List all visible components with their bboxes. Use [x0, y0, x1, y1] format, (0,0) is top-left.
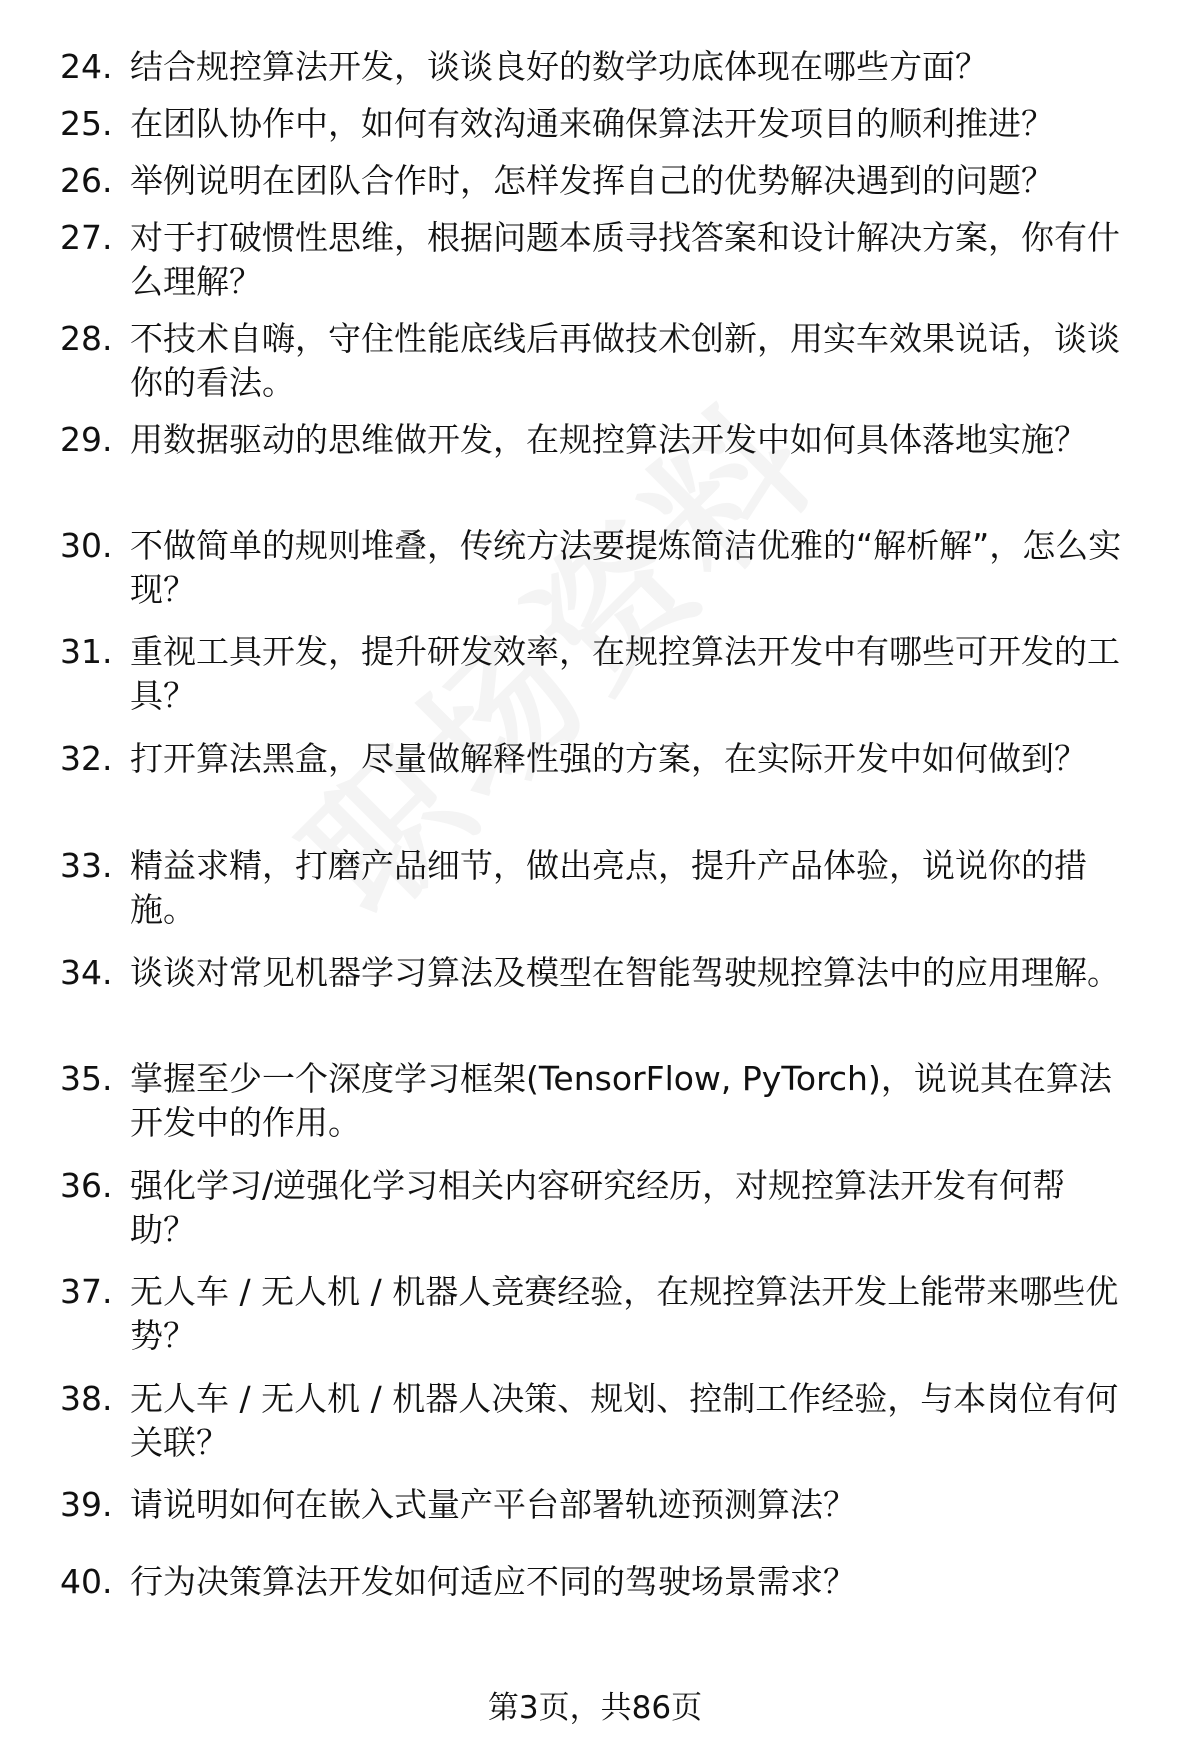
question-number: 36.: [60, 1166, 113, 1205]
list-item: [60, 1057, 1160, 1145]
question-number: 30.: [60, 526, 113, 565]
list-item: [60, 418, 1160, 462]
question-number: 39.: [60, 1485, 113, 1524]
question-number: 26.: [60, 161, 113, 200]
question-text: 结合规控算法开发，谈谈良好的数学功底体现在哪些方面？: [130, 47, 988, 86]
question-text: 谈谈对常见机器学习算法及模型在智能驾驶规控算法中的应用理解。: [130, 953, 1120, 992]
list-item: [60, 1483, 1160, 1527]
question-number: 33.: [60, 846, 113, 885]
question-number: 32.: [60, 739, 113, 778]
list-item: [60, 737, 1160, 781]
question-number: 37.: [60, 1272, 113, 1311]
question-text: 对于打破惯性思维，根据问题本质寻找答案和设计解决方案，你有什么理解？: [130, 218, 1120, 301]
question-text: 用数据驱动的思维做开发，在规控算法开发中如何具体落地实施？: [130, 420, 1087, 459]
page-footer: 第3页，共86页: [487, 1690, 703, 1726]
list-item: [60, 216, 1160, 304]
question-text: 打开算法黑盒，尽量做解释性强的方案，在实际开发中如何做到？: [130, 739, 1087, 778]
question-number: 40.: [60, 1562, 113, 1601]
list-item: [60, 630, 1160, 718]
question-number: 31.: [60, 632, 113, 671]
list-item: [60, 159, 1160, 203]
question-text: 举例说明在团队合作时，怎样发挥自己的优势解决遇到的问题？: [130, 161, 1054, 200]
question-text: 无人车 / 无人机 / 机器人竞赛经验，在规控算法开发上能带来哪些优势？: [130, 1272, 1119, 1355]
question-number: 35.: [60, 1059, 113, 1098]
list-item: [60, 951, 1160, 995]
question-text: 不做简单的规则堆叠，传统方法要提炼简洁优雅的“解析解”，怎么实现？: [130, 526, 1122, 609]
list-item: [60, 524, 1160, 612]
list-item: [60, 844, 1160, 932]
list-item: [60, 1560, 1160, 1604]
list-item: [60, 102, 1160, 146]
question-number: 25.: [60, 104, 113, 143]
question-text: 掌握至少一个深度学习框架(TensorFlow, PyTorch)，说说其在算法开发中的作用。: [130, 1059, 1112, 1142]
list-item: [60, 317, 1160, 405]
list-item: [60, 45, 1160, 89]
question-text: 无人车 / 无人机 / 机器人决策、规划、控制工作经验，与本岗位有何关联？: [130, 1379, 1119, 1462]
question-text: 重视工具开发，提升研发效率，在规控算法开发中有哪些可开发的工具？: [130, 632, 1120, 715]
question-number: 29.: [60, 420, 113, 459]
question-number: 27.: [60, 218, 113, 257]
question-text: 精益求精，打磨产品细节，做出亮点，提升产品体验，说说你的措施。: [130, 846, 1087, 929]
list-item: [60, 1270, 1160, 1358]
list-item: [60, 1164, 1160, 1252]
question-number: 24.: [60, 47, 113, 86]
list-item: [60, 1377, 1160, 1465]
question-number: 34.: [60, 953, 113, 992]
question-text: 强化学习/逆强化学习相关内容研究经历，对规控算法开发有何帮助？: [130, 1166, 1066, 1249]
question-text: 行为决策算法开发如何适应不同的驾驶场景需求？: [130, 1562, 856, 1601]
question-number: 38.: [60, 1379, 113, 1418]
question-text: 在团队协作中，如何有效沟通来确保算法开发项目的顺利推进？: [130, 104, 1054, 143]
question-number: 28.: [60, 319, 113, 358]
question-text: 不技术自嗨，守住性能底线后再做技术创新，用实车效果说话，谈谈你的看法。: [130, 319, 1120, 402]
question-text: 请说明如何在嵌入式量产平台部署轨迹预测算法？: [130, 1485, 856, 1524]
